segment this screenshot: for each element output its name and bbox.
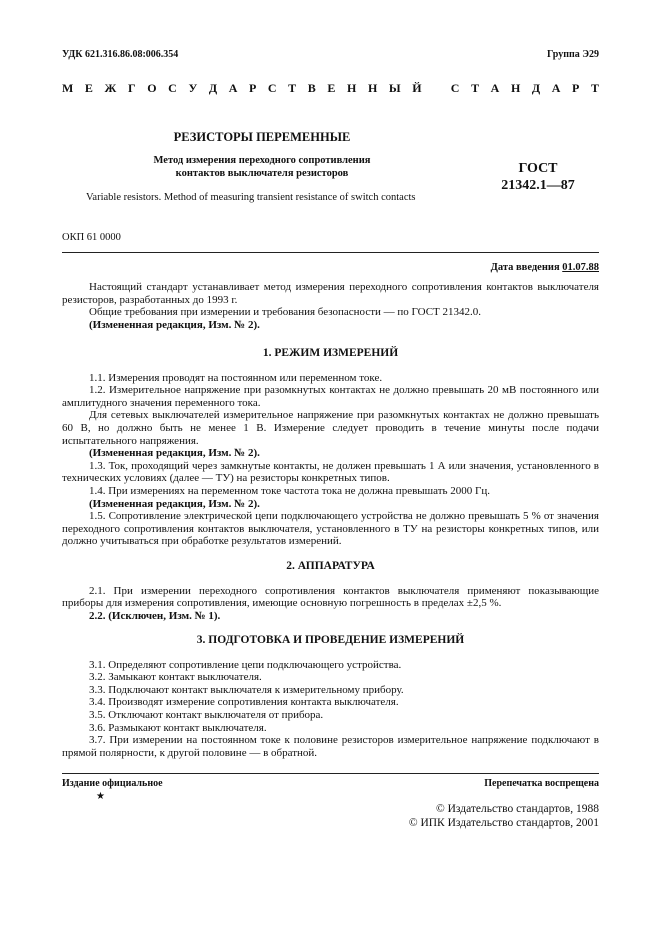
banner-letter: А (551, 81, 561, 95)
clause: Для сетевых выключателей измерительное напряжение при разомкнутых контактах не должно превышать 60 В, но должно быть не менее 1 В. Измерение следует проводить в течение минуты после подачи испытательного напряжения. (62, 409, 599, 447)
subtitle-line-1: Метод измерения переходного сопротивления (153, 155, 371, 166)
banner-letter: В (307, 81, 316, 95)
okp-code: ОКП 61 0000 (62, 232, 121, 243)
banner-letter: Т (288, 81, 297, 95)
clause: 1.3. Ток, проходящий через замкнутые контакты, не должен превышать 1 А или значения, установленного в технических условиях (далее — ТУ) на резисторы конкретных типов. (62, 459, 599, 485)
intro-paragraph: Настоящий стандарт устанавливает метод измерения переходного сопротивления контактов выключателя резисторов, разработанных до 1993 г. (62, 281, 599, 306)
gost-label: ГОСТ (518, 161, 558, 176)
amendment-note: (Измененная редакция, Изм. № 2). (89, 318, 260, 331)
banner-letter: Ы (388, 81, 401, 95)
banner-letter: Д (531, 81, 541, 95)
clause: 3.4. Производят измерение сопротивления контакта выключателя. (89, 696, 399, 709)
banner-letter: Д (208, 81, 218, 95)
banner-gap (433, 81, 439, 96)
section-2-title: 2. АППАРАТУРА (286, 560, 375, 572)
star-icon: ★ (96, 791, 105, 802)
banner-letter: Р (248, 81, 257, 95)
reprint-notice: Перепечатка воспрещена (484, 778, 599, 789)
banner-letter: А (490, 81, 500, 95)
group-code: Группа Э29 (547, 49, 599, 60)
intro-date (491, 262, 599, 273)
amendment-note: (Измененная редакция, Изм. № 2). (89, 497, 260, 510)
copyright-block (409, 802, 599, 830)
intro-date-value: 01.07.88 (562, 262, 599, 273)
banner-letter: Н (510, 81, 521, 95)
copyright-line: © Издательство стандартов, 1988 (435, 803, 599, 815)
clause: 2.1. При измерении переходного сопротивления контактов выключателя применяют показывающие приборы для измерения сопротивления, имеющие основную погрешность в пределах ±2,5 %. (62, 584, 599, 610)
banner-letter: Е (327, 81, 336, 95)
section-2 (62, 560, 599, 622)
section-3-title: 3. ПОДГОТОВКА И ПРОВЕДЕНИЕ ИЗМЕРЕНИЙ (196, 634, 465, 646)
banner-letter: Р (572, 81, 580, 95)
clause: 3.3. Подключают контакт выключателя к измерительному прибору. (89, 683, 404, 696)
banner-letter: С (267, 81, 277, 95)
english-title: Variable resistors. Method of measuring transient resistance of switch contacts (86, 192, 416, 203)
clause: 1.1. Измерения проводят на постоянном или переменном токе. (89, 371, 383, 384)
banner-letter: О (147, 81, 157, 95)
banner-letter: М (62, 81, 74, 95)
section-3 (62, 634, 599, 759)
clause: 3.1. Определяют сопротивление цепи подключающего устройства. (89, 658, 402, 671)
divider (62, 252, 599, 253)
banner-letter: С (168, 81, 177, 95)
official-edition: Издание официальное (62, 778, 163, 789)
clause: 1.2. Измерительное напряжение при разомкнутых контактах не должно превышать 20 мВ постоянного или амплитудного значения переменного тока. (62, 384, 599, 409)
document-subtitle (62, 155, 462, 180)
banner-letter: У (188, 81, 198, 95)
subtitle-line-2: контактов выключателя резисторов (175, 167, 349, 179)
banner-letter: С (450, 81, 460, 95)
standard-banner (62, 81, 599, 96)
clause: 3.2. Замыкают контакт выключателя. (89, 671, 262, 684)
banner-letter: Н (367, 81, 378, 95)
intro-block (62, 281, 599, 331)
clause: 1.4. При измерениях на переменном токе частота тока не должна превышать 2000 Гц. (89, 484, 491, 497)
gost-number: 21342.1—87 (501, 178, 575, 193)
banner-letter: Е (84, 81, 93, 95)
udk-code: УДК 621.316.86.08:006.354 (62, 49, 179, 60)
amendment-note: (Измененная редакция, Изм. № 2). (89, 447, 260, 460)
document-title: РЕЗИСТОРЫ ПЕРЕМЕННЫЕ (173, 130, 351, 144)
clause: 3.7. При измерении на постоянном токе к половине резисторов измерительное напряжение подключают в прямой полярности, к другой половине — в обратной. (62, 734, 599, 759)
intro-date-label: Дата введения (490, 262, 560, 273)
clause: 1.5. Сопротивление электрической цепи подключающего устройства не должно превышать 5 % от значения переходного сопротивления контактов выключателя, установленного в ТУ на резисторы конкретных типов, или должно учитываться при обработке результатов измерений. (62, 510, 599, 548)
banner-letter: Т (471, 81, 480, 95)
section-1 (62, 347, 599, 548)
clause-excluded: 2.2. (Исключен, Изм. № 1). (89, 609, 221, 622)
banner-letter: Н (347, 81, 357, 95)
clause: 3.5. Отключают контакт выключателя от прибора. (89, 708, 324, 721)
banner-letter: Т (590, 81, 599, 95)
copyright-line: © ИПК Издательство стандартов, 2001 (408, 817, 599, 829)
footer-divider (62, 773, 599, 774)
banner-letter: Ж (104, 81, 117, 95)
banner-letter: Й (412, 81, 422, 95)
banner-letter: Г (128, 81, 136, 95)
gost-designation (488, 160, 588, 194)
banner-letter: А (228, 81, 238, 95)
clause: 3.6. Размыкают контакт выключателя. (89, 721, 267, 734)
intro-paragraph: Общие требования при измерении и требования безопасности — по ГОСТ 21342.0. (89, 306, 482, 319)
section-1-title: 1. РЕЖИМ ИЗМЕРЕНИЙ (262, 347, 399, 359)
